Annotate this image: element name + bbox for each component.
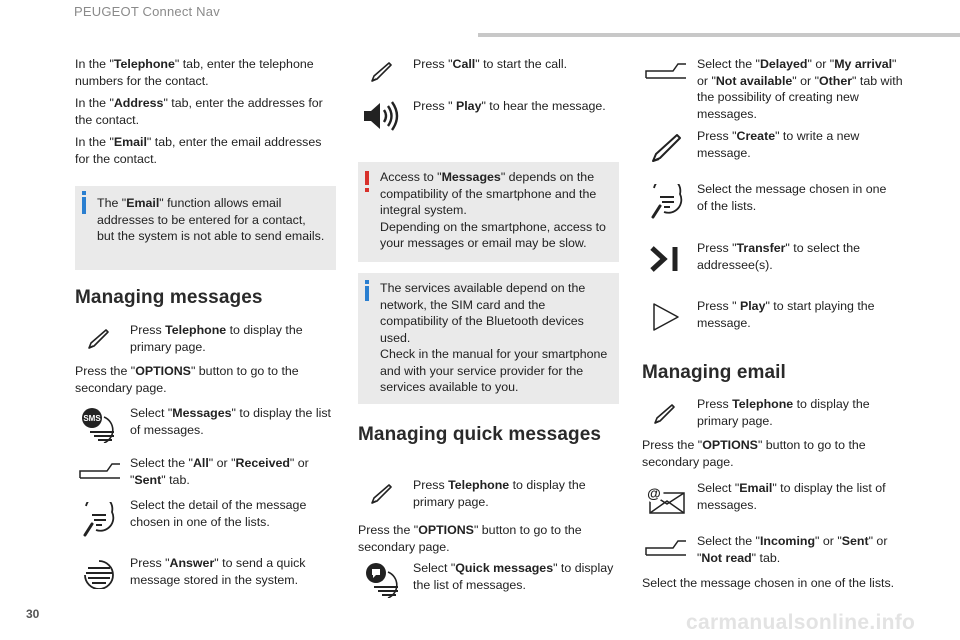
col1-email-paragraph: In the "Email" tab, enter the email addresses for the contact. xyxy=(75,135,322,166)
col3-press-transfer: Press "Transfer" to select the addressee(s). xyxy=(697,241,861,272)
col1-address-paragraph: In the "Address" tab, enter the addresses for the contact. xyxy=(75,96,323,127)
col1-press-telephone: Press Telephone to display the primary page. xyxy=(130,323,303,354)
heading-managing-quick-messages: Managing quick messages xyxy=(358,424,602,445)
col1-info-box xyxy=(75,186,336,270)
transfer-icon xyxy=(650,244,680,274)
col1-select-tabs: Select the "All" or "Received" or "Sent" tab. xyxy=(130,456,309,487)
col3-select-quick-tabs: Select the "Delayed" or "My arrival" or "Not available" or "Other" tab with the possibility of creating new messages. xyxy=(697,57,903,121)
heading-managing-messages: Managing messages xyxy=(75,287,263,308)
speaker-icon xyxy=(362,100,402,132)
header-bar xyxy=(478,33,960,37)
col2-options-paragraph: Press the "OPTIONS" button to go to the secondary page. xyxy=(358,523,582,554)
page-header-title: PEUGEOT Connect Nav xyxy=(74,4,220,19)
sms-list-icon xyxy=(78,407,118,443)
svg-text:@: @ xyxy=(647,485,661,501)
col2-warning-text: Access to "Messages" depends on the compatibility of the smartphone and the integral system. Depending on the smartphone, access to your messages or email may be slow. xyxy=(380,170,606,250)
tab-icon xyxy=(645,62,687,80)
tab-icon xyxy=(645,539,687,557)
col3-press-play: Press " Play" to start playing the message. xyxy=(697,299,875,330)
col3-press-create: Press "Create" to write a new message. xyxy=(697,129,860,160)
col1-options-paragraph: Press the "OPTIONS" button to go to the secondary page. xyxy=(75,364,299,395)
pen-large-icon xyxy=(650,132,684,164)
warning-icon xyxy=(365,171,369,185)
pen-icon xyxy=(369,482,395,506)
col1-press-answer: Press "Answer" to send a quick message stored in the system. xyxy=(130,556,306,587)
pen-icon xyxy=(369,60,395,84)
info-icon xyxy=(365,280,369,284)
col1-info-text: The "Email" function allows email addresses to be entered for a contact, but the system is not able to send emails. xyxy=(97,196,325,243)
play-icon xyxy=(652,302,680,332)
col1-select-detail: Select the detail of the message chosen in one of the lists. xyxy=(130,498,307,529)
pen-icon xyxy=(652,402,678,426)
col2-info-box xyxy=(358,273,619,404)
pen-icon xyxy=(86,327,112,351)
message-detail-icon xyxy=(80,502,118,538)
email-icon xyxy=(644,483,686,515)
col3-final-paragraph: Select the message chosen in one of the lists. xyxy=(642,576,895,590)
info-icon xyxy=(82,191,86,195)
col2-info-text: The services available depend on the network, the SIM card and the compatibility of the Bluetooth devices used. Check in the manual for your smartphone and with your service provider for the services available to you. xyxy=(380,281,608,394)
quick-messages-icon xyxy=(362,562,402,598)
col3-select-message: Select the message chosen in one of the lists. xyxy=(697,182,887,213)
col2-select-quick-messages: Select "Quick messages" to display the list of messages. xyxy=(413,561,614,592)
col2-press-play: Press " Play" to hear the message. xyxy=(413,99,606,113)
col1-telephone-paragraph: In the "Telephone" tab, enter the telephone numbers for the contact. xyxy=(75,57,314,88)
message-detail-icon xyxy=(648,184,686,220)
col2-warning-box xyxy=(358,162,619,262)
tab-icon xyxy=(79,462,121,480)
heading-managing-email: Managing email xyxy=(642,362,786,383)
col1-select-messages: Select "Messages" to display the list of messages. xyxy=(130,406,331,437)
col3-press-telephone: Press Telephone to display the primary page. xyxy=(697,397,870,428)
col2-press-call: Press "Call" to start the call. xyxy=(413,57,568,71)
page-number: 30 xyxy=(26,607,40,621)
quick-answer-icon xyxy=(80,559,118,589)
col3-options-paragraph: Press the "OPTIONS" button to go to the secondary page. xyxy=(642,438,866,469)
col3-select-email: Select "Email" to display the list of messages. xyxy=(697,481,886,512)
col3-select-email-tabs: Select the "Incoming" or "Sent" or "Not read" tab. xyxy=(697,534,888,565)
watermark: carmanualsonline.info xyxy=(686,611,916,634)
svg-text:SMS: SMS xyxy=(83,414,101,423)
col2-press-telephone: Press Telephone to display the primary page. xyxy=(413,478,586,509)
